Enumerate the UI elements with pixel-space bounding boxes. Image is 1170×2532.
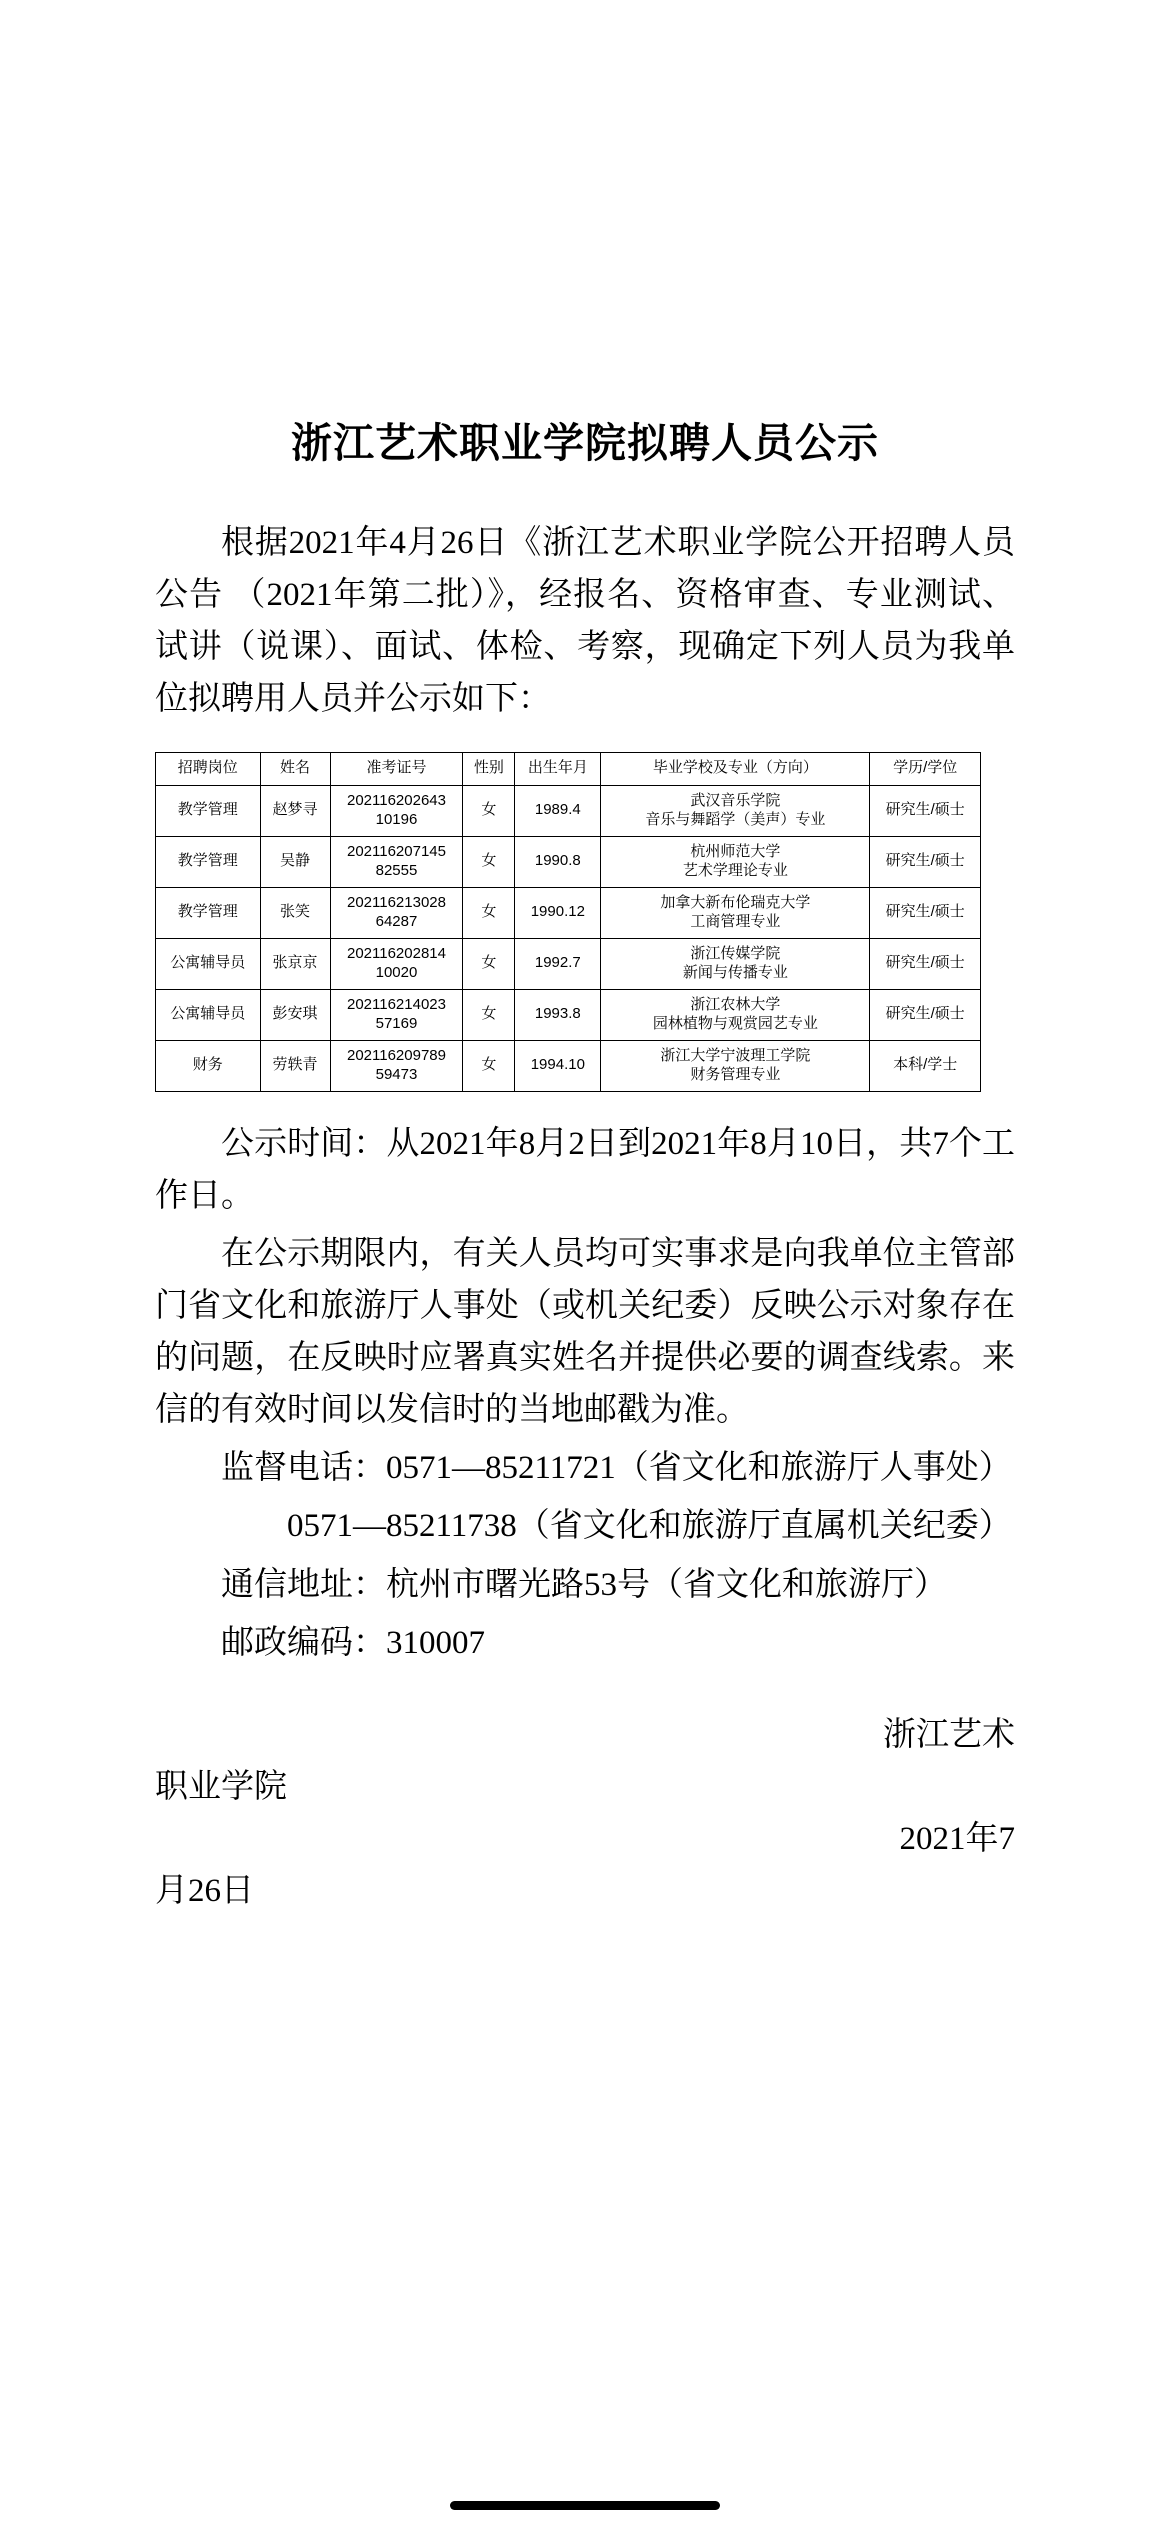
table-row [156, 938, 981, 989]
cell-school-major [601, 1040, 870, 1091]
cell-degree: 研究生/硕士 [870, 836, 981, 887]
cell-position: 公寓辅导员 [156, 938, 261, 989]
signature-org-line1: 浙江艺术 [883, 1716, 1015, 1753]
th-name: 姓名 [260, 752, 330, 785]
exam-id-line2: 57169 [375, 1014, 418, 1032]
school-line2: 艺术学理论专业 [682, 861, 788, 879]
cell-exam-id [330, 938, 463, 989]
paragraph-phone-hr: 监督电话：0571—85211721（省文化和旅游厅人事处） [221, 1450, 1012, 1487]
signature-date-line1: 2021年7 [899, 1821, 1015, 1857]
table-row [156, 785, 981, 836]
exam-id-line1: 202116209789 [346, 1046, 446, 1064]
school-line1: 浙江农林大学 [690, 995, 781, 1013]
cell-degree: 研究生/硕士 [870, 887, 981, 938]
cell-birth: 1993.8 [515, 989, 601, 1040]
signature-org-line2: 职业学院 [155, 1768, 287, 1805]
cell-exam-id [330, 887, 463, 938]
school-line2: 音乐与舞蹈学（美声）专业 [645, 810, 826, 828]
exam-id-line1: 202116214023 [346, 995, 446, 1013]
school-line2: 新闻与传播专业 [682, 963, 788, 981]
school-line2: 工商管理专业 [690, 912, 781, 930]
cell-birth: 1994.10 [515, 1040, 601, 1091]
cell-degree: 研究生/硕士 [870, 938, 981, 989]
page-title: 浙江艺术职业学院拟聘人员公示 [291, 420, 879, 466]
cell-sex: 女 [463, 1040, 515, 1091]
th-position: 招聘岗位 [156, 752, 261, 785]
th-sex: 性别 [463, 752, 515, 785]
school-line2: 园林植物与观赏园艺专业 [652, 1014, 818, 1032]
cell-birth: 1989.4 [515, 785, 601, 836]
table-row [156, 887, 981, 938]
th-degree: 学历/学位 [870, 752, 981, 785]
cell-name: 吴静 [260, 836, 330, 887]
cell-position: 教学管理 [156, 836, 261, 887]
cell-position: 教学管理 [156, 785, 261, 836]
cell-birth: 1992.7 [515, 938, 601, 989]
exam-id-line1: 202116202643 [346, 791, 446, 809]
cell-name: 张京京 [260, 938, 330, 989]
cell-name: 彭安琪 [260, 989, 330, 1040]
paragraph-address: 通信地址：杭州市曙光路53号（省文化和旅游厅） [221, 1566, 947, 1603]
cell-degree: 本科/学士 [870, 1040, 981, 1091]
exam-id-line1: 202116213028 [346, 893, 446, 911]
cell-school-major [601, 836, 870, 887]
signature-date-line2: 月26日 [155, 1873, 254, 1910]
exam-id-line2: 59473 [375, 1065, 418, 1083]
cell-exam-id [330, 989, 463, 1040]
table-row [156, 1040, 981, 1091]
paragraph-feedback: 在公示期限内，有关人员均可实事求是向我单位主管部门省文化和旅游厅人事处（或机关纪委）反映公示对象存在的问题，在反映时应署真实姓名并提供必要的调查线索。来信的有效时间以发信时的当地邮戳为准。 [155, 1235, 1015, 1429]
cell-sex: 女 [463, 938, 515, 989]
cell-position: 教学管理 [156, 887, 261, 938]
cell-sex: 女 [463, 836, 515, 887]
table-row [156, 836, 981, 887]
paragraph-publicity-period: 公示时间：从2021年8月2日到2021年8月10日，共7个工作日。 [155, 1125, 1015, 1214]
school-line1: 杭州师范大学 [690, 842, 781, 860]
exam-id-line1: 202116207145 [346, 842, 446, 860]
school-line2: 财务管理专业 [690, 1065, 781, 1083]
paragraph-postcode: 邮政编码：310007 [221, 1624, 485, 1661]
cell-sex: 女 [463, 887, 515, 938]
table-row [156, 989, 981, 1040]
cell-sex: 女 [463, 989, 515, 1040]
school-line1: 武汉音乐学院 [690, 791, 781, 809]
paragraph-phone-discipline: 0571—85211738（省文化和旅游厅直属机关纪委） [287, 1508, 1012, 1545]
staff-table [155, 752, 981, 1092]
cell-school-major [601, 887, 870, 938]
cell-degree: 研究生/硕士 [870, 989, 981, 1040]
cell-position: 财务 [156, 1040, 261, 1091]
cell-exam-id [330, 785, 463, 836]
signature-block [155, 1709, 1015, 1918]
exam-id-line2: 82555 [375, 861, 418, 879]
cell-birth: 1990.8 [515, 836, 601, 887]
cell-birth: 1990.12 [515, 887, 601, 938]
school-line1: 浙江大学宁波理工学院 [660, 1046, 811, 1064]
cell-school-major [601, 785, 870, 836]
exam-id-line2: 10196 [375, 810, 418, 828]
cell-position: 公寓辅导员 [156, 989, 261, 1040]
exam-id-line2: 10020 [375, 963, 418, 981]
cell-name: 赵梦寻 [260, 785, 330, 836]
cell-exam-id [330, 836, 463, 887]
th-exam-id: 准考证号 [330, 752, 463, 785]
cell-sex: 女 [463, 785, 515, 836]
exam-id-line1: 202116202814 [346, 944, 446, 962]
document-body [155, 410, 1015, 1917]
cell-name: 劳轶青 [260, 1040, 330, 1091]
cell-name: 张笑 [260, 887, 330, 938]
cell-school-major [601, 938, 870, 989]
cell-exam-id [330, 1040, 463, 1091]
th-birth: 出生年月 [515, 752, 601, 785]
exam-id-line2: 64287 [375, 912, 418, 930]
cell-school-major [601, 989, 870, 1040]
home-indicator[interactable] [450, 2501, 720, 2510]
school-line1: 加拿大新布伦瑞克大学 [660, 893, 811, 911]
th-school-major: 毕业学校及专业（方向） [601, 752, 870, 785]
school-line1: 浙江传媒学院 [690, 944, 781, 962]
table-header-row [156, 752, 981, 785]
staff-table-container [155, 752, 1015, 1092]
cell-degree: 研究生/硕士 [870, 785, 981, 836]
paragraph-intro: 根据2021年4月26日《浙江艺术职业学院公开招聘人员公告 （2021年第二批）》，经报名、资格审查、专业测试、试讲（说课）、面试、体检、考察，现确定下列人员为我单位拟聘用人员并公示如下： [155, 525, 1015, 718]
